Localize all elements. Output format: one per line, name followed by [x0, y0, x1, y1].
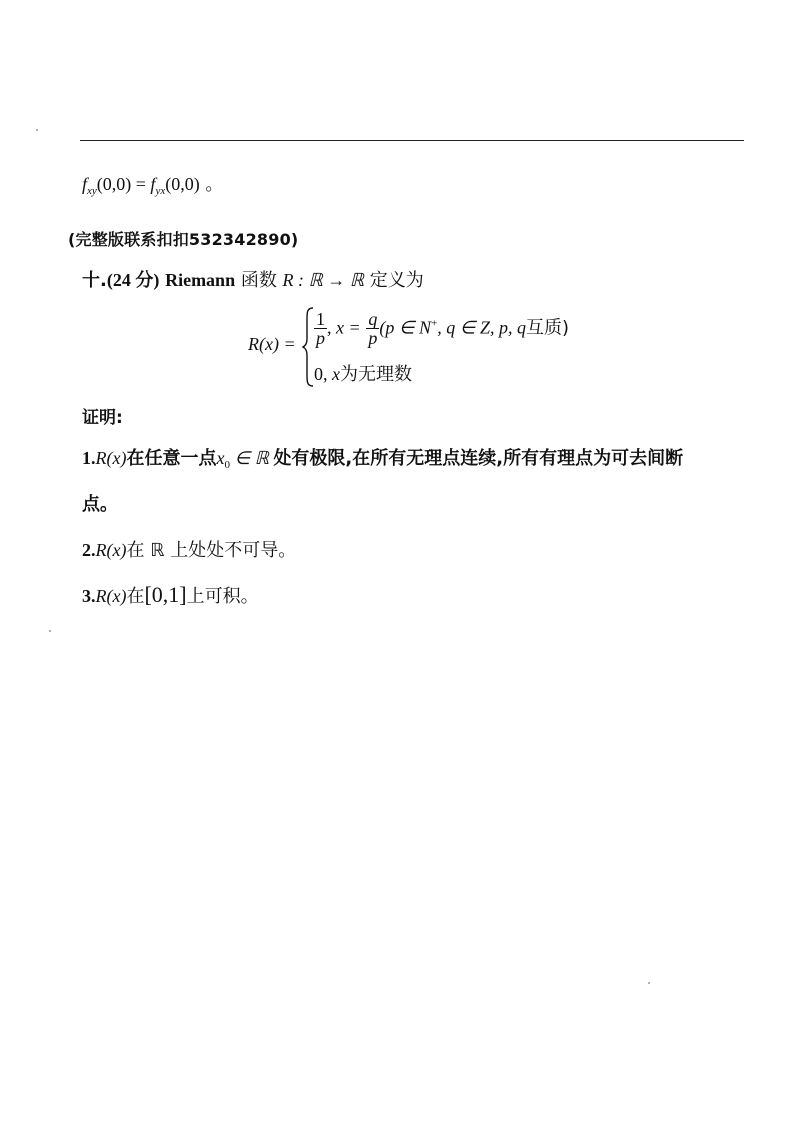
- item-text: 在: [126, 586, 145, 607]
- item-text-continued: 上处处不可导。: [164, 540, 297, 561]
- contact-note: (完整版联系扣扣532342890): [68, 230, 299, 249]
- item-text: 在任意一点: [126, 448, 217, 469]
- function-mapping: R : ℝ → ℝ: [282, 270, 365, 290]
- item-set: ∈ ℝ: [229, 448, 274, 468]
- item-interval: [0,1]: [144, 582, 187, 607]
- question-points: (24 分): [106, 270, 160, 290]
- item-number: 3.: [82, 586, 96, 606]
- scan-speck: [648, 982, 650, 984]
- previous-result-equation: [82, 170, 223, 197]
- piecewise-brace: [302, 306, 314, 388]
- positive-superscript: +: [431, 317, 438, 330]
- irrational-value: 0,: [314, 364, 332, 384]
- question-heading: [82, 266, 424, 292]
- reciprocal-fraction: [314, 310, 327, 347]
- proof-item-1: [82, 444, 683, 471]
- item-point-subscript: 0: [224, 459, 230, 471]
- item-text: 在: [126, 540, 151, 561]
- sentence-end: 。: [199, 174, 224, 195]
- irrational-variable: x: [332, 364, 340, 384]
- rhs-function: f: [150, 174, 156, 194]
- proof-item-1-continuation: 点。: [82, 494, 118, 515]
- proof-label: 证明:: [82, 408, 123, 428]
- header-rule: [80, 140, 744, 141]
- irrational-case: [314, 360, 412, 386]
- item-text-continued: 上可积。: [186, 586, 259, 607]
- rhs-arguments: (0,0): [165, 174, 200, 194]
- rational-condition: (p ∈ N: [379, 317, 432, 338]
- item-number: 1.: [82, 448, 96, 468]
- fraction-denominator: p: [368, 328, 378, 348]
- proof-item-3: [82, 582, 259, 608]
- question-intro: 函数: [235, 270, 283, 291]
- rational-condition-rest: , q ∈ Z, p, q: [437, 317, 526, 338]
- fraction-denominator: p: [316, 328, 325, 348]
- item-text-continued: 处有极限,在所有无理点连续,所有有理点为可去间断: [273, 448, 684, 469]
- rational-case: [314, 310, 569, 347]
- item-expression: R(x): [95, 586, 127, 606]
- rhs-subscript: yx: [155, 185, 166, 197]
- lhs-arguments: (0,0) =: [96, 174, 151, 194]
- lhs-function: f: [82, 174, 88, 194]
- lhs-subscript: xy: [87, 185, 97, 197]
- item-number: 2.: [82, 540, 96, 560]
- definition-lhs: R(x) =: [248, 334, 296, 354]
- coprime-label: 互质): [525, 317, 570, 339]
- fraction-numerator: q: [368, 309, 378, 329]
- rational-case-equals: , x =: [327, 317, 361, 338]
- proof-item-2: [82, 536, 296, 562]
- riemann-definition: [248, 304, 588, 390]
- item-expression: R(x): [95, 448, 127, 468]
- scan-speck: [36, 129, 38, 131]
- irrational-label: 为无理数: [340, 364, 412, 385]
- scan-speck: [49, 630, 51, 632]
- item-set: ℝ: [150, 540, 165, 560]
- item-point: x: [216, 448, 225, 468]
- rational-point-fraction: [366, 310, 379, 347]
- question-number: 十.: [82, 270, 107, 291]
- fraction-numerator: 1: [316, 309, 325, 329]
- function-name: Riemann: [165, 270, 236, 290]
- item-expression: R(x): [95, 540, 127, 560]
- question-suffix: 定义为: [364, 270, 424, 291]
